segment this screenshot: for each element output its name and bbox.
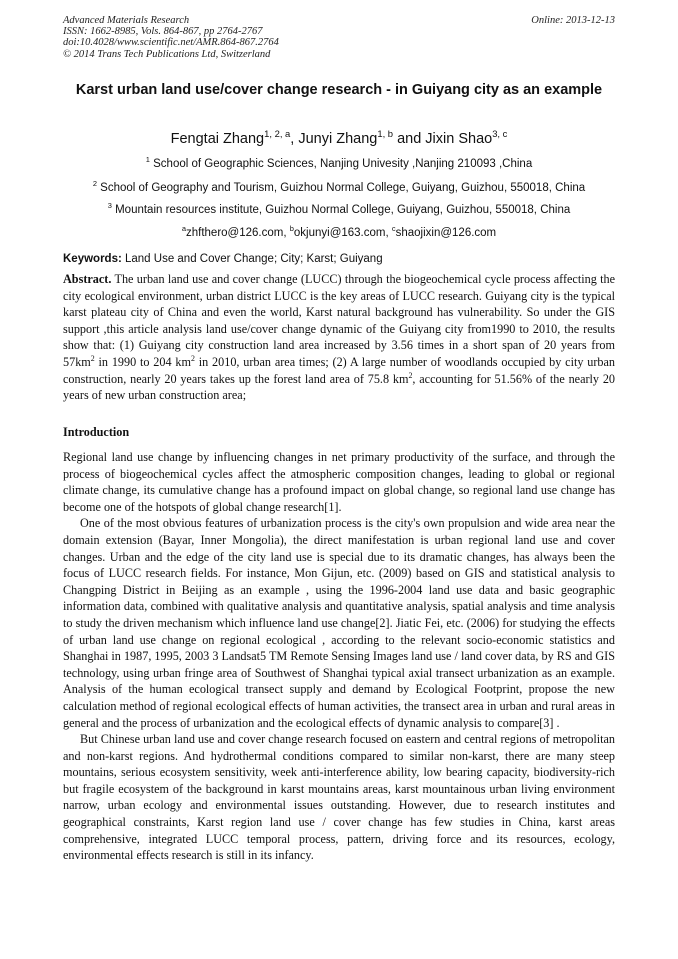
author-separator: and	[393, 131, 426, 147]
doi-line: doi:10.4028/www.scientific.net/AMR.864-867.2764	[63, 37, 279, 49]
author-superscript: 1, 2, a	[264, 128, 291, 140]
unit-superscript: 2	[90, 353, 95, 363]
abstract-label: Abstract.	[63, 272, 112, 286]
affiliation-text: School of Geographic Sciences, Nanjing Univesity ,Nanjing 210093 ,China	[153, 158, 533, 170]
affiliation-1	[55, 157, 623, 171]
author-separator: ,	[290, 131, 299, 147]
affiliation-superscript: 3	[107, 201, 112, 211]
author-name: Jixin Shao	[425, 131, 493, 147]
affiliation-superscript: 1	[145, 155, 150, 165]
keywords	[63, 252, 615, 266]
unit-superscript: 2	[190, 353, 195, 363]
keywords-label: Keywords:	[63, 253, 122, 265]
introduction-heading: Introduction	[63, 425, 130, 439]
email-separator: ,	[385, 227, 392, 239]
affiliation-superscript: 2	[92, 179, 97, 189]
email-list	[55, 226, 623, 240]
email-superscript: b	[289, 224, 294, 234]
author-name: Junyi Zhang	[298, 131, 378, 147]
author-list	[63, 130, 615, 148]
email-address[interactable]: shaojixin@126.com	[395, 227, 497, 239]
affiliation-text: Mountain resources institute, Guizhou Normal College, Guiyang, Guizhou, 550018, China	[115, 204, 571, 216]
abstract-text: in 2010, urban area times; (2) A large number of woodlands occupied by city urban construction, nearly 20 years takes up the forest land area of 75.8 km	[63, 354, 615, 386]
abstract	[63, 271, 615, 404]
paper-title: Karst urban land use/cover change research - in Guiyang city as an example	[75, 82, 603, 98]
body-paragraph: Regional land use change by influencing changes in net primary productivity of the surface, and through the process of biogeochemical cycles affect the atmospheric composition changes, leading to global or regional climate change, its cumulative change has a profound impact on global change, so regional land use change has become one of the hotspots of global change research[1].	[63, 450, 615, 514]
body-paragraph: But Chinese urban land use and cover change research focused on eastern and central regions of metropolitan and non-karst regions. And hydrothermal conditions compared to similar non-karst, there are many steep mountains, serious ecosystem sensitivity, week anti-interference ability, low bearing capacity, biodiversity-rich but fragile ecosystem of the background in karst mountains areas, karst mountainous urban living environment narrow, urban ecology and environmental issues outstanding. However, due to research institutes and geographical constraints, Karst region land use / cover change has few studies in China, karst areas comprehensive, integrated LUCC temporal process, pattern, driving force and its resources, ecology, environmental effects research is still in its infancy.	[63, 732, 615, 863]
author-superscript: 3, c	[492, 128, 508, 140]
issn-line: ISSN: 1662-8985, Vols. 864-867, pp 2764-2767	[63, 26, 263, 38]
online-date: Online: 2013-12-13	[531, 15, 615, 26]
affiliation-3	[55, 203, 623, 217]
affiliation-2	[55, 181, 623, 195]
body-paragraph: One of the most obvious features of urbanization process is the city's own propulsion and wide area near the domain extension (Bayar, Inner Mongolia), the direct manifestation is urban regional land use and cover changes. Urban and the edge of the city land use is special due to its dramatic changes, has always been the focus of LUCC research fields. For instance, Mon Gijun, etc. (2009) based on GIS and statistical analysis to Changping District in Beijing as an example , using the 1996-2004 land use data and basic geographic information data, combined with qualitative analysis and quantitative analysis, spatial analysis and time analysis to study the driven mechanism which influence land use change[2]. Jiatic Fei, etc. (2006) for studying the effects of urban land use change on regional ecological , according to the relevant socio-economic statistics and Shanghai in 1987, 1995, 2003 3 Landsat5 TM Remote Sensing Images land use / land cover data, by RS and GIS technology, using urban fringe area of Southwest of Shanghai typical axial transect urbanization as an example. Analysis of the human ecological transect supply and demand by Ecological Footprint, propose the new calculation method of regional ecological effects of human activities, the transect area in urban and rural areas in general and the process of urbanization and the ecological effects of dynamic analysis to compare[3] .	[63, 516, 615, 730]
unit-superscript: 2	[408, 370, 413, 380]
email-address[interactable]: okjunyi@163.com	[293, 227, 386, 239]
journal-name: Advanced Materials Research	[63, 15, 190, 26]
author-superscript: 1, b	[377, 128, 394, 140]
email-separator: ,	[283, 227, 290, 239]
keywords-text: Land Use and Cover Change; City; Karst; Guiyang	[121, 253, 383, 265]
email-superscript: a	[181, 224, 186, 234]
affiliation-text: School of Geography and Tourism, Guizhou Normal College, Guiyang, Guizhou, 550018, China	[100, 182, 586, 194]
email-superscript: c	[391, 224, 396, 234]
abstract-text: The urban land use and cover change (LUCC) through the biogeochemical cycle process affecting the city ecological environment, urban district LUCC is the key areas of LUCC research. Guiyang city is the typical karst plateau city of China and even the world, Karst natural background has vulnerability. So under the GIS support ,this article analysis land use/cover change dynamic of the Guiyang city from1990 to 2010, the results show that: (1) Guiyang city construction land area increased by 3.56 times in a short span of 20 years from 57km	[63, 272, 615, 369]
author-name: Fengtai Zhang	[170, 131, 265, 147]
email-address[interactable]: zhfthero@126.com	[186, 227, 284, 239]
journal-header	[63, 15, 615, 60]
copyright-line: © 2014 Trans Tech Publications Ltd, Switzerland	[63, 48, 271, 60]
abstract-text: , accounting for 51.56% of the nearly 20 years of new urban construction area;	[63, 371, 616, 403]
introduction-body	[63, 449, 615, 864]
abstract-text: in 1990 to 204 km	[94, 354, 191, 369]
